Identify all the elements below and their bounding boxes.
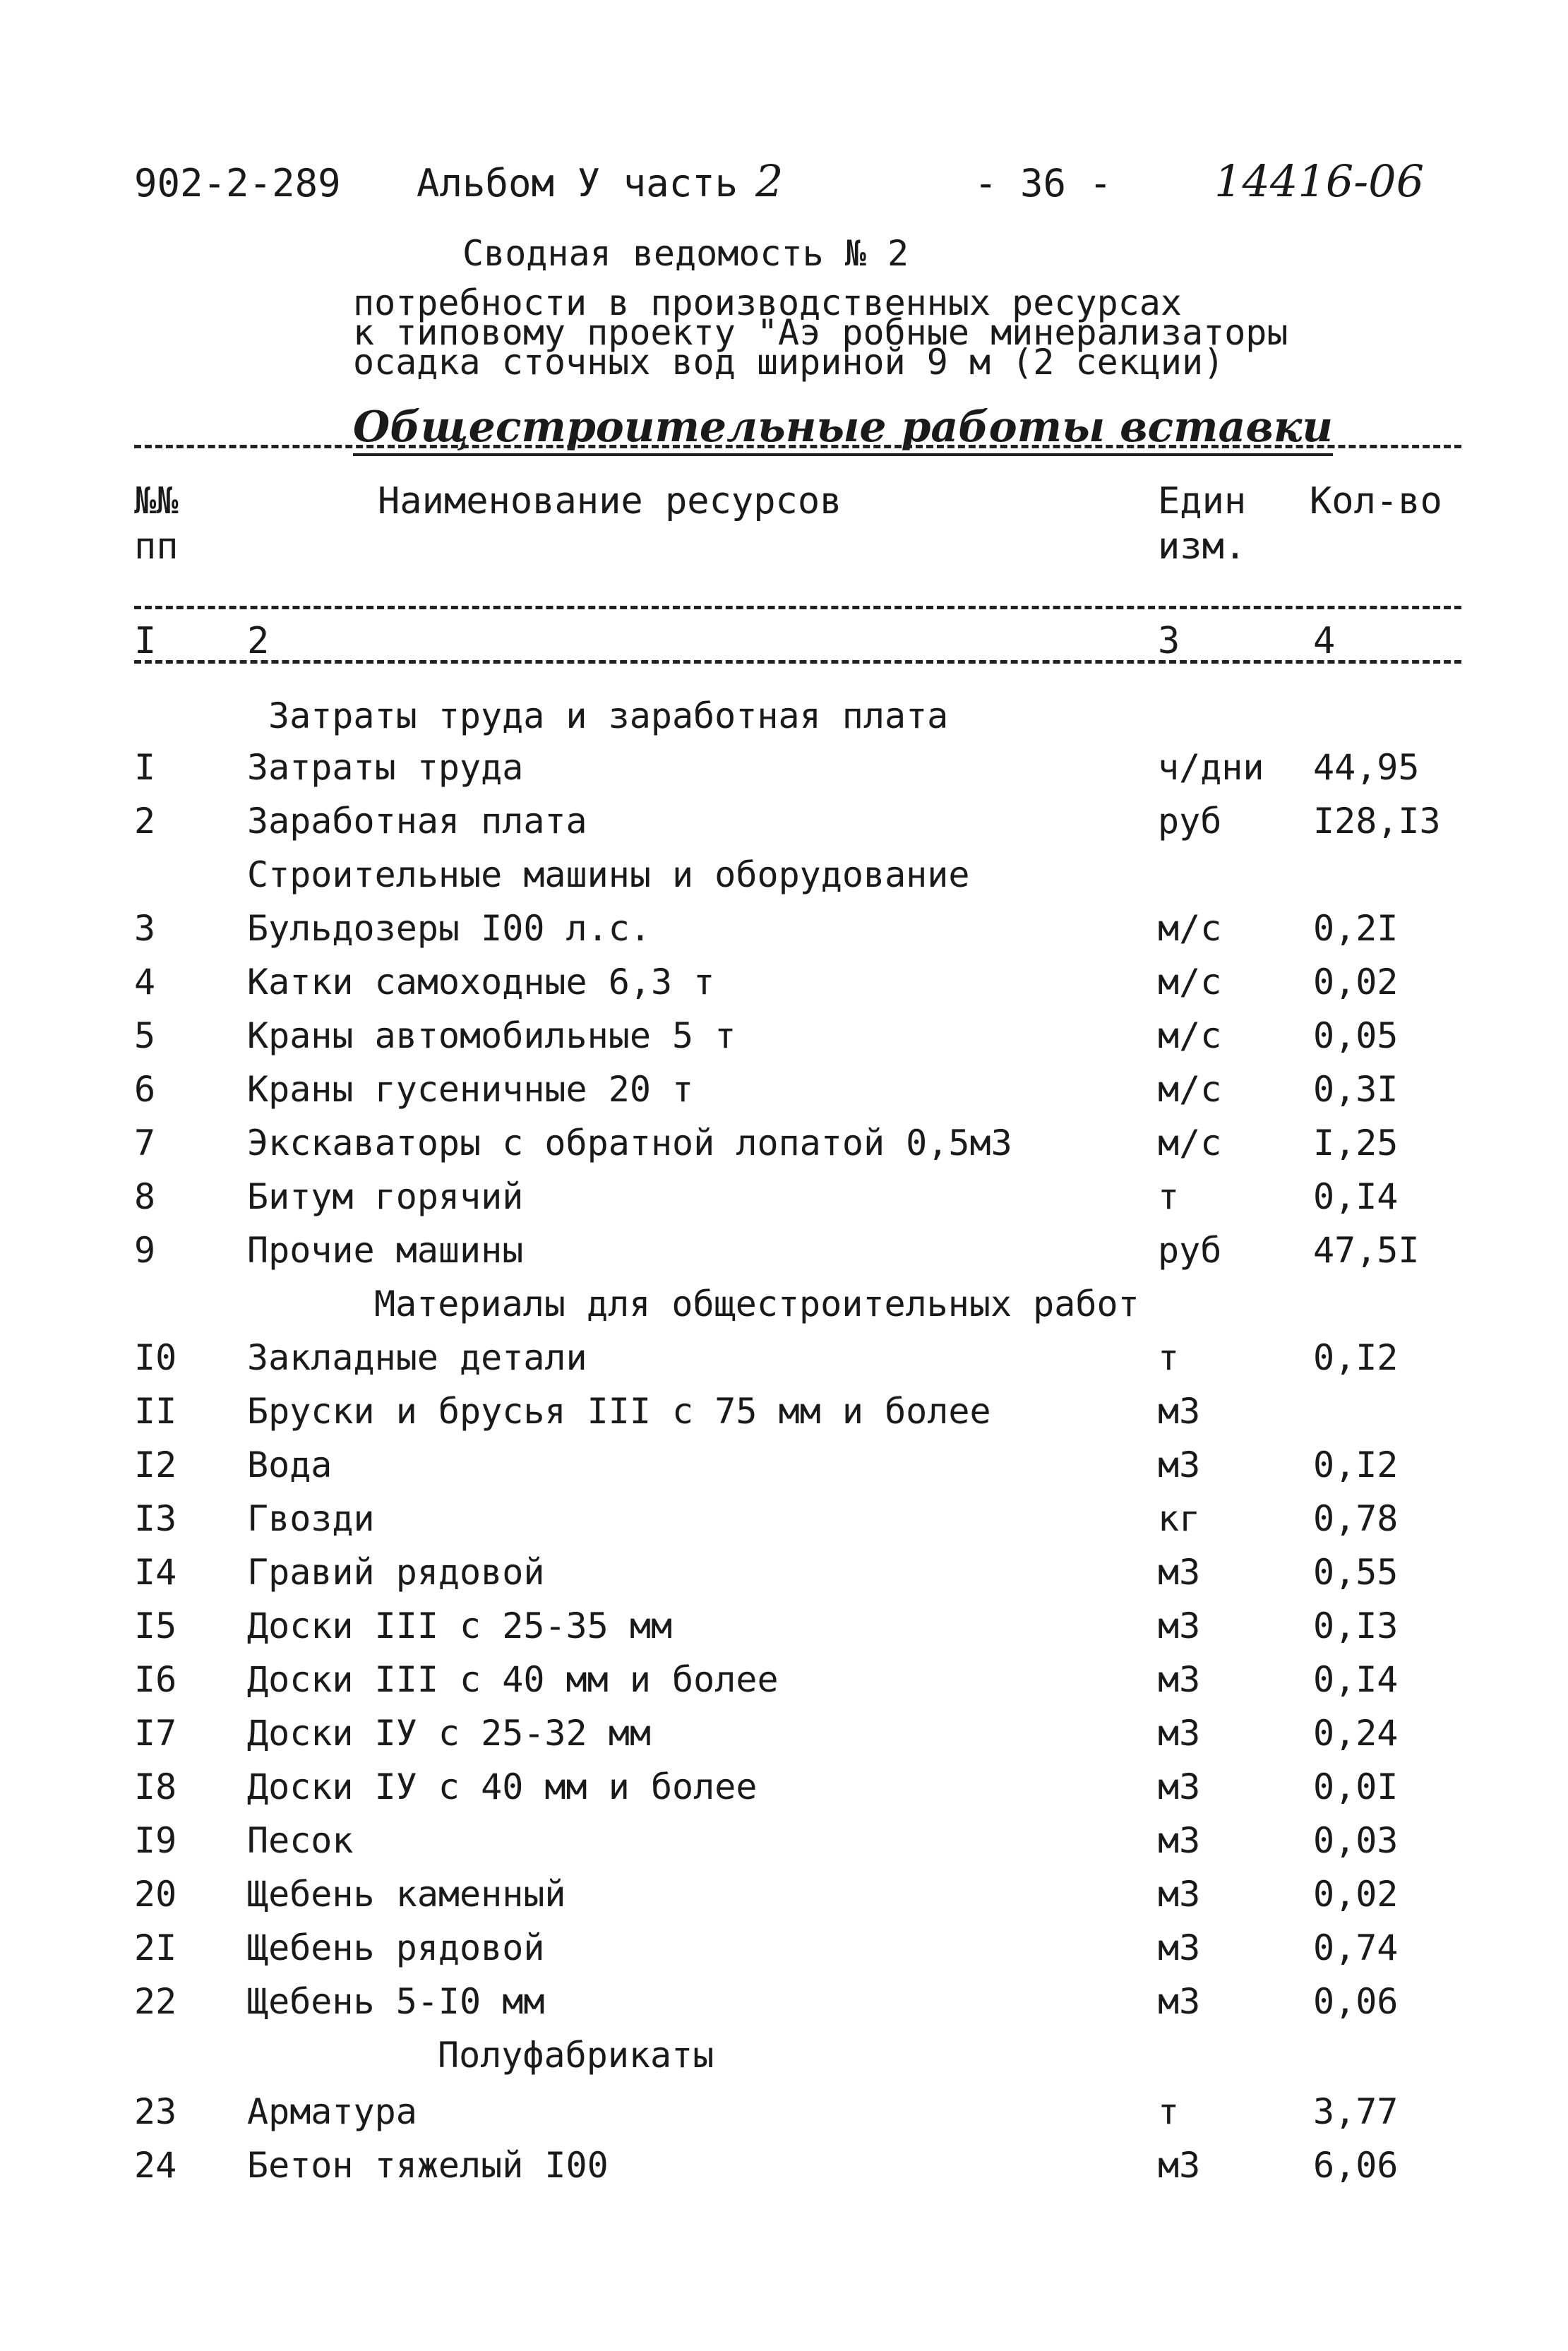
row-number: 9	[134, 1230, 156, 1271]
row-number: 23	[134, 2091, 177, 2132]
row-number: 5	[134, 1015, 156, 1056]
resource-name: Заработная плата	[247, 801, 587, 842]
table-row	[0, 1713, 1568, 1766]
description-line-2: к типовому проекту "Аэ робные минерализаторы	[353, 312, 1288, 353]
unit: м3	[1158, 1713, 1201, 1754]
table-row	[0, 908, 1568, 962]
row-number: 6	[134, 1069, 156, 1110]
unit: т	[1158, 1176, 1180, 1217]
unit: м/с	[1158, 1015, 1222, 1056]
quantity: I,25	[1313, 1123, 1399, 1163]
row-number: 3	[134, 908, 156, 949]
unit: м3	[1158, 1444, 1201, 1485]
row-number: I5	[134, 1605, 177, 1646]
quantity: 0,03	[1313, 1820, 1399, 1861]
column-number: 4	[1313, 620, 1336, 662]
quantity: 0,3I	[1313, 1069, 1399, 1110]
inventory-number: 14416-06	[1214, 155, 1425, 207]
resource-name: Арматура	[247, 2091, 417, 2132]
unit: м3	[1158, 1820, 1201, 1861]
quantity: 0,74	[1313, 1927, 1399, 1968]
table-row	[0, 1391, 1568, 1444]
quantity: 44,95	[1313, 747, 1420, 788]
row-number: 8	[134, 1176, 156, 1217]
resource-name: Затраты труда	[247, 747, 524, 788]
unit: м3	[1158, 1605, 1201, 1646]
unit: м3	[1158, 1874, 1201, 1915]
section-title: Материалы для общестроительных работ	[374, 1284, 1139, 1324]
row-number: 2I	[134, 1927, 177, 1968]
table-row	[0, 1123, 1568, 1176]
column-header-qty: Кол-во	[1310, 480, 1442, 522]
unit: ч/дни	[1158, 747, 1264, 788]
row-number: 7	[134, 1123, 156, 1163]
resource-name: Щебень каменный	[247, 1874, 566, 1915]
column-header-name: Наименование ресурсов	[378, 480, 842, 522]
section-title: Строительные машины и оборудование	[247, 854, 970, 895]
table-row	[0, 1766, 1568, 1820]
resource-name: Битум горячий	[247, 1176, 524, 1217]
quantity: 0,05	[1313, 1015, 1399, 1056]
album-part: 2	[755, 155, 784, 207]
resource-name: Доски III с 25-35 мм	[247, 1605, 673, 1646]
quantity: 0,0I	[1313, 1766, 1399, 1807]
unit: м3	[1158, 1981, 1201, 2022]
quantity: 0,55	[1313, 1552, 1399, 1593]
unit: кг	[1158, 1498, 1201, 1539]
unit: м3	[1158, 1927, 1201, 1968]
table-row	[0, 1927, 1568, 1981]
quantity: 0,24	[1313, 1713, 1399, 1754]
resource-name: Катки самоходные 6,3 т	[247, 962, 715, 1003]
row-number: 22	[134, 1981, 177, 2022]
resource-name: Доски IУ с 25-32 мм	[247, 1713, 651, 1754]
description-line-3: осадка сточных вод шириной 9 м (2 секции)	[353, 342, 1225, 383]
row-number: 4	[134, 962, 156, 1003]
quantity: 0,I3	[1313, 1605, 1399, 1646]
table-row	[0, 1337, 1568, 1391]
row-number: II	[134, 1391, 177, 1432]
resource-name: Краны автомобильные 5 т	[247, 1015, 736, 1056]
unit: руб	[1158, 1230, 1222, 1271]
row-number: I9	[134, 1820, 177, 1861]
resource-name: Бруски и брусья III с 75 мм и более	[247, 1391, 991, 1432]
table-row	[0, 801, 1568, 854]
quantity: 0,2I	[1313, 908, 1399, 949]
unit: м3	[1158, 2145, 1201, 2186]
row-number: I6	[134, 1659, 177, 1700]
divider	[134, 606, 1461, 609]
quantity: 0,I4	[1313, 1176, 1399, 1217]
row-number: I0	[134, 1337, 177, 1378]
unit: м3	[1158, 1766, 1201, 1807]
column-number: I	[134, 620, 157, 662]
page-number: - 36 -	[974, 161, 1113, 205]
table-row	[0, 1015, 1568, 1069]
table-row	[0, 1444, 1568, 1498]
unit: т	[1158, 2091, 1180, 2132]
row-number: 2	[134, 801, 156, 842]
row-number: I3	[134, 1498, 177, 1539]
quantity: 0,02	[1313, 1874, 1399, 1915]
table-row	[0, 747, 1568, 801]
unit: м/с	[1158, 908, 1222, 949]
page-subtitle: Общестроительные работы вставки	[353, 402, 1333, 456]
table-row	[0, 1230, 1568, 1284]
table-row	[0, 2091, 1568, 2145]
table-row	[0, 1552, 1568, 1605]
table-row	[0, 962, 1568, 1015]
resource-name: Щебень рядовой	[247, 1927, 545, 1968]
quantity: 0,I4	[1313, 1659, 1399, 1700]
resource-name: Бульдозеры I00 л.с.	[247, 908, 651, 949]
row-number: I4	[134, 1552, 177, 1593]
unit: т	[1158, 1337, 1180, 1378]
quantity: 47,5I	[1313, 1230, 1420, 1271]
resource-name: Щебень 5-I0 мм	[247, 1981, 545, 2022]
quantity: I28,I3	[1313, 801, 1441, 842]
resource-name: Экскаваторы с обратной лопатой 0,5м3	[247, 1123, 1012, 1163]
table-row	[0, 1820, 1568, 1874]
table-row	[0, 1498, 1568, 1552]
quantity: 3,77	[1313, 2091, 1399, 2132]
unit: м3	[1158, 1659, 1201, 1700]
row-number: I7	[134, 1713, 177, 1754]
table-row	[0, 1659, 1568, 1713]
quantity: 0,02	[1313, 962, 1399, 1003]
resource-name: Прочие машины	[247, 1230, 524, 1271]
row-number: 24	[134, 2145, 177, 2186]
table-row	[0, 2145, 1568, 2199]
resource-name: Бетон тяжелый I00	[247, 2145, 609, 2186]
divider	[134, 660, 1461, 664]
resource-name: Гвозди	[247, 1498, 375, 1539]
resource-name: Доски IУ с 40 мм и более	[247, 1766, 758, 1807]
unit: м/с	[1158, 962, 1222, 1003]
resource-name: Краны гусеничные 20 т	[247, 1069, 694, 1110]
row-number: 20	[134, 1874, 177, 1915]
divider	[134, 445, 1461, 448]
unit: руб	[1158, 801, 1222, 842]
quantity: 0,I2	[1313, 1337, 1399, 1378]
table-row	[0, 1874, 1568, 1927]
section-title: Затраты труда и заработная плата	[268, 695, 949, 736]
table-row	[0, 1176, 1568, 1230]
unit: м3	[1158, 1391, 1201, 1432]
resource-name: Доски III с 40 мм и более	[247, 1659, 779, 1700]
unit: м/с	[1158, 1069, 1222, 1110]
table-row	[0, 1069, 1568, 1123]
page-title: Сводная ведомость № 2	[462, 233, 909, 274]
section-title: Полуфабрикаты	[438, 2035, 714, 2076]
resource-name: Вода	[247, 1444, 333, 1485]
quantity: 0,06	[1313, 1981, 1399, 2022]
album-label: Альбом У часть	[417, 161, 738, 205]
column-header-unit: Един изм.	[1158, 480, 1247, 568]
quantity: 0,78	[1313, 1498, 1399, 1539]
unit: м3	[1158, 1552, 1201, 1593]
table-row	[0, 1605, 1568, 1659]
column-number: 3	[1158, 620, 1180, 662]
unit: м/с	[1158, 1123, 1222, 1163]
column-number: 2	[247, 620, 270, 662]
quantity: 6,06	[1313, 2145, 1399, 2186]
quantity: 0,I2	[1313, 1444, 1399, 1485]
resource-name: Песок	[247, 1820, 354, 1861]
resource-name: Закладные детали	[247, 1337, 587, 1378]
column-header-no: №№ пп	[134, 480, 179, 568]
description-line-1: потребности в производственных ресурсах	[353, 282, 1182, 323]
row-number: I2	[134, 1444, 177, 1485]
document-code: 902-2-289	[134, 161, 341, 205]
row-number: I	[134, 747, 156, 788]
resource-name: Гравий рядовой	[247, 1552, 545, 1593]
row-number: I8	[134, 1766, 177, 1807]
table-row	[0, 1981, 1568, 2035]
